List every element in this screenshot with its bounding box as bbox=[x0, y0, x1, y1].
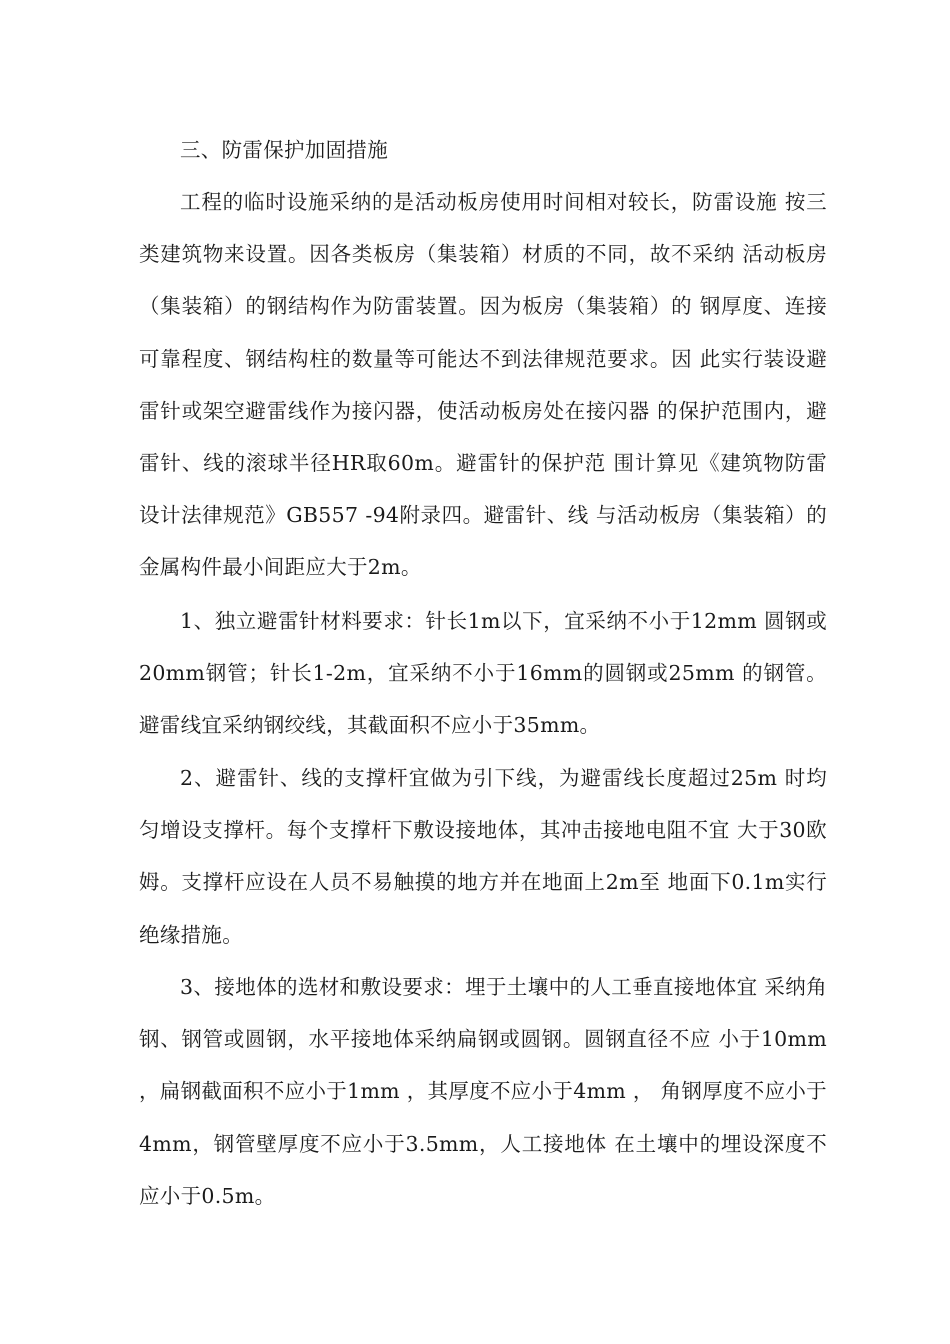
paragraph-item-2: 2、避雷针、线的支撑杆宜做为引下线，为避雷线长度超过25m 时均匀增设支撑杆。每个支撑杆下敷设接地体，其冲击接地电阻不宜 大于30欧姆。支撑杆应设在人员不易触摸的地方并在地面上2m至 地面下0.1m实行绝缘措施。 bbox=[139, 766, 827, 947]
paragraph-intro: 工程的临时设施采纳的是活动板房使用时间相对较长，防雷设施 按三类建筑物来设置。因各类板房（集装箱）材质的不同，故不采纳 活动板房（集装箱）的钢结构作为防雷装置。因为板房（集装箱）的 钢厚度、连接可靠程度、钢结构柱的数量等可能达不到法律规范要求。因 此实行装设避雷针或架空避雷线作为接闪器，使活动板房处在接闪器 的保护范围内，避雷针、线的滚球半径HR取60m。避雷针的保护范 围计算见《建筑物防雷设计法律规范》GB557 -94附录四。避雷针、线 与活动板房（集装箱）的金属构件最小间距应大于2m。 bbox=[139, 190, 827, 580]
section-heading: 三、防雷保护加固措施 bbox=[180, 138, 388, 162]
paragraph-item-1: 1、独立避雷针材料要求：针长1m以下，宜采纳不小于12mm 圆钢或20mm钢管；针长1-2m，宜采纳不小于16mm的圆钢或25mm 的钢管。避雷线宜采纳钢绞线，其截面积不应小于35mm。 bbox=[139, 609, 827, 738]
paragraph-item-3: 3、接地体的选材和敷设要求：埋于土壤中的人工垂直接地体宜 采纳角钢、钢管或圆钢，水平接地体采纳扁钢或圆钢。圆钢直径不应 小于10mm ，扁钢截面积不应小于1mm ，其厚度不应小于4mm ， 角钢厚度不应小于4mm，钢管壁厚度不应小于3.5mm，人工接地体 在土壤中的埋设深度不应小于0.5m。 bbox=[139, 975, 827, 1208]
